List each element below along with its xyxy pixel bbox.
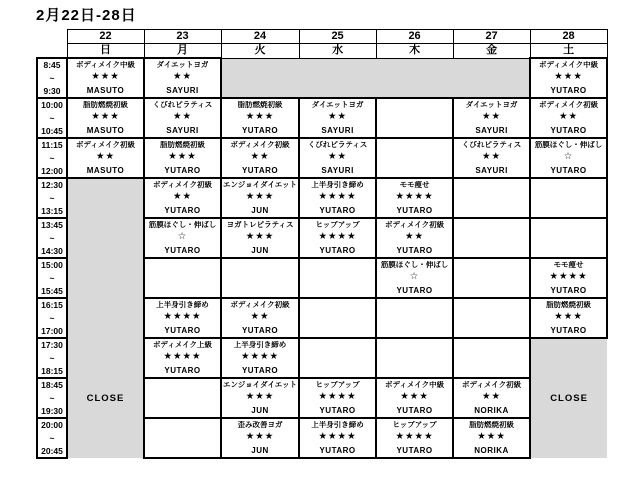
empty-cell	[376, 138, 453, 178]
empty-cell	[453, 218, 530, 258]
class-cell	[221, 178, 299, 218]
day-header: 日	[67, 44, 144, 59]
close-label: CLOSE	[86, 392, 125, 404]
class-cell	[144, 298, 221, 338]
class-name: ボディメイク初級	[75, 141, 136, 149]
class-name: ボディメイク上級	[152, 341, 213, 349]
empty-cell	[299, 298, 376, 338]
class-stars: ★★★★	[163, 311, 202, 323]
class-instructor: YUTARO	[164, 325, 201, 335]
class-cell	[221, 218, 299, 258]
class-instructor: YUTARO	[241, 165, 279, 175]
time-cell	[37, 138, 67, 178]
class-cell	[144, 58, 221, 98]
class-info	[454, 419, 529, 457]
class-instructor: YUTARO	[241, 325, 279, 335]
class-instructor: YUTARO	[164, 245, 201, 255]
class-name: ボディメイク中級	[75, 61, 136, 69]
time-end: 10:45	[41, 125, 63, 136]
empty-cell	[299, 258, 376, 298]
class-stars: ★★★★	[318, 431, 357, 443]
time-range	[38, 59, 66, 97]
class-instructor: JUN	[251, 205, 269, 215]
time-start: 15:00	[41, 260, 63, 270]
date-header: 26	[376, 30, 453, 44]
schedule-table	[36, 29, 608, 459]
class-instructor: YUTARO	[550, 325, 587, 335]
schedule-title: 2月22日-28日	[36, 7, 137, 24]
class-info	[68, 59, 143, 97]
class-name: 上半身引き締め	[311, 421, 364, 429]
class-instructor: SAYURI	[166, 85, 199, 95]
class-name: 歪み改善ヨガ	[237, 421, 283, 429]
time-cell	[37, 418, 67, 458]
class-instructor: YUTARO	[396, 205, 433, 215]
time-cell	[37, 338, 67, 378]
class-name: ダイエットヨガ	[156, 61, 209, 69]
class-cell	[221, 418, 299, 458]
class-stars: ★★	[172, 191, 193, 203]
class-name: 筋膜ほぐし・伸ばし	[148, 221, 217, 229]
class-info	[300, 99, 375, 137]
class-instructor: YUTARO	[396, 405, 433, 415]
day-header: 水	[299, 44, 376, 59]
class-stars: ★★★★	[318, 231, 357, 243]
closed-cell	[67, 178, 144, 458]
class-name: くびれピラティス	[307, 141, 368, 149]
class-cell	[453, 138, 530, 178]
class-instructor: JUN	[251, 245, 269, 255]
time-start: 13:45	[41, 220, 63, 230]
class-instructor: YUTARO	[550, 165, 587, 175]
class-instructor: YUTARO	[164, 365, 201, 375]
class-name: ボディメイク初級	[152, 181, 213, 189]
class-instructor: YUTARO	[241, 125, 279, 135]
class-stars: ★★	[250, 151, 270, 163]
class-info	[145, 99, 220, 137]
class-info	[531, 139, 606, 177]
closed-area	[531, 339, 607, 458]
class-info	[300, 139, 375, 177]
class-cell	[299, 218, 376, 258]
class-stars: ★★	[172, 71, 193, 83]
date-header: 23	[144, 30, 221, 44]
class-name: ヨガトレピラティス	[226, 221, 294, 229]
class-info	[377, 219, 452, 257]
class-name: ボディメイク初級	[462, 381, 522, 389]
class-instructor: YUTARO	[319, 405, 356, 415]
class-cell	[530, 98, 607, 138]
class-name: ボディメイク初級	[539, 101, 599, 109]
class-info	[454, 99, 529, 137]
class-instructor: SAYURI	[475, 125, 508, 135]
class-cell	[144, 178, 221, 218]
time-cell	[37, 98, 67, 138]
class-cell	[221, 298, 299, 338]
class-name: 脂肪燃焼初級	[83, 101, 128, 109]
empty-cell	[376, 98, 453, 138]
date-header: 28	[530, 30, 607, 44]
class-instructor: MASUTO	[86, 85, 125, 95]
time-separator: ~	[49, 152, 55, 163]
time-range	[38, 139, 66, 177]
class-instructor: NORIKA	[474, 445, 509, 455]
time-separator: ~	[49, 112, 55, 123]
class-name: ダイエットヨガ	[465, 101, 518, 109]
class-stars: ☆	[563, 151, 574, 163]
date-header: 27	[453, 30, 530, 44]
class-cell	[144, 98, 221, 138]
schedule-row	[37, 178, 607, 218]
class-info	[300, 219, 375, 257]
time-separator: ~	[49, 312, 55, 323]
class-stars: ★★	[95, 151, 116, 163]
class-cell	[376, 258, 453, 298]
class-cell	[453, 378, 530, 418]
class-cell	[299, 138, 376, 178]
class-cell	[376, 178, 453, 218]
class-instructor: MASUTO	[86, 165, 125, 175]
class-info	[68, 139, 143, 177]
time-separator: ~	[49, 72, 55, 83]
time-start: 12:30	[41, 180, 63, 190]
class-name: 脂肪燃焼初級	[546, 301, 592, 309]
class-instructor: YUTARO	[241, 365, 279, 375]
class-stars: ★★★	[245, 111, 275, 123]
empty-cell	[453, 258, 530, 298]
class-instructor: YUTARO	[396, 245, 433, 255]
closed-area	[68, 179, 143, 458]
time-end: 20:45	[41, 445, 63, 456]
time-cell	[37, 378, 67, 418]
time-start: 18:45	[41, 380, 63, 390]
class-name: ヒップアップ	[392, 421, 437, 429]
class-instructor: YUTARO	[319, 205, 356, 215]
class-info	[531, 259, 606, 297]
class-instructor: YUTARO	[319, 245, 356, 255]
class-instructor: YUTARO	[550, 285, 587, 295]
class-name: エンジョイダイエット	[223, 381, 298, 389]
class-stars: ★★★	[91, 71, 120, 83]
class-name: 上半身引き締め	[311, 181, 364, 189]
class-info	[531, 59, 606, 97]
schedule-header	[37, 30, 607, 59]
closed-cell	[530, 338, 607, 458]
class-stars: ★★★★	[549, 271, 588, 283]
class-instructor: YUTARO	[550, 85, 587, 95]
class-instructor: YUTARO	[319, 445, 356, 455]
time-start: 17:30	[41, 340, 63, 350]
class-name: 上半身引き締め	[233, 341, 287, 349]
class-info	[145, 339, 220, 377]
class-cell	[144, 138, 221, 178]
closed-cell	[221, 58, 530, 98]
class-info	[454, 379, 529, 417]
time-cell	[37, 58, 67, 98]
class-name: モモ痩せ	[399, 181, 430, 189]
class-name: ボディメイク中級	[385, 381, 445, 389]
corner-blank	[37, 44, 67, 59]
close-label: CLOSE	[550, 392, 588, 404]
class-name: 脂肪燃焼初級	[237, 101, 283, 109]
schedule-row	[37, 138, 607, 178]
class-info	[454, 139, 529, 177]
time-cell	[37, 298, 67, 338]
class-info	[222, 299, 298, 337]
time-range	[38, 219, 66, 257]
time-separator: ~	[49, 392, 55, 403]
class-name: エンジョイダイエット	[223, 181, 298, 189]
time-separator: ~	[49, 352, 55, 363]
empty-cell	[530, 218, 607, 258]
class-stars: ★★	[250, 311, 270, 323]
empty-cell	[221, 258, 299, 298]
time-end: 15:45	[41, 285, 63, 296]
class-name: 脂肪燃焼初級	[469, 421, 515, 429]
time-cell	[37, 258, 67, 298]
time-range	[38, 179, 66, 217]
class-stars: ★★	[328, 111, 348, 123]
empty-cell	[453, 338, 530, 378]
day-header: 金	[453, 44, 530, 59]
class-cell	[530, 298, 607, 338]
class-info	[68, 99, 143, 137]
class-info	[222, 99, 298, 137]
class-cell	[453, 418, 530, 458]
class-name: モモ痩せ	[553, 261, 584, 269]
class-info	[222, 419, 298, 457]
time-start: 11:15	[41, 140, 63, 150]
class-cell	[221, 338, 299, 378]
class-cell	[453, 98, 530, 138]
class-info	[377, 379, 452, 417]
day-header: 土	[530, 44, 607, 59]
empty-cell	[376, 338, 453, 378]
class-cell	[376, 418, 453, 458]
schedule-row	[37, 98, 607, 138]
class-stars: ★★★	[400, 391, 429, 403]
class-info	[531, 99, 606, 137]
class-instructor: YUTARO	[396, 285, 433, 295]
class-info	[145, 59, 220, 97]
class-info	[222, 179, 298, 217]
schedule-row	[37, 58, 607, 98]
class-info	[300, 179, 375, 217]
class-name: ボディメイク中級	[539, 61, 599, 69]
empty-cell	[376, 298, 453, 338]
class-cell	[67, 98, 144, 138]
class-stars: ☆	[409, 271, 420, 283]
class-name: ボディメイク初級	[230, 301, 290, 309]
class-info	[145, 179, 220, 217]
empty-cell	[530, 178, 607, 218]
class-stars: ★★★	[554, 311, 583, 323]
time-start: 20:00	[41, 420, 63, 430]
day-header: 火	[221, 44, 299, 59]
class-name: ヒップアップ	[315, 221, 360, 229]
time-end: 12:00	[41, 165, 63, 176]
empty-cell	[144, 418, 221, 458]
class-cell	[221, 98, 299, 138]
empty-cell	[144, 378, 221, 418]
time-range	[38, 99, 66, 137]
time-start: 10:00	[41, 100, 63, 110]
class-name: 脂肪燃焼初級	[160, 141, 205, 149]
class-name: 筋膜ほぐし・伸ばし	[534, 141, 603, 149]
class-info	[377, 259, 452, 297]
time-end: 9:30	[43, 85, 61, 96]
empty-cell	[453, 298, 530, 338]
class-info	[222, 379, 298, 417]
class-cell	[530, 58, 607, 98]
class-name: ダイエットヨガ	[311, 101, 364, 109]
time-end: 17:00	[41, 325, 63, 336]
class-instructor: YUTARO	[164, 165, 201, 175]
time-start: 16:15	[41, 300, 63, 310]
class-name: 上半身引き締め	[156, 301, 209, 309]
class-info	[222, 219, 298, 257]
class-cell	[530, 138, 607, 178]
class-stars: ★★	[482, 111, 502, 123]
class-instructor: JUN	[251, 405, 269, 415]
class-instructor: MASUTO	[86, 125, 125, 135]
class-stars: ★★★★	[395, 191, 434, 203]
schedule-body	[37, 58, 607, 458]
class-stars: ★★★	[554, 71, 583, 83]
class-instructor: JUN	[251, 445, 269, 455]
class-stars: ★★	[405, 231, 425, 243]
class-cell	[221, 378, 299, 418]
time-end: 13:15	[41, 205, 63, 216]
class-stars: ★★★★	[240, 351, 280, 363]
class-stars: ★★	[559, 111, 579, 123]
date-header: 24	[221, 30, 299, 44]
empty-cell	[453, 178, 530, 218]
class-stars: ★★★	[245, 191, 275, 203]
class-stars: ★★★	[477, 431, 506, 443]
time-range	[38, 419, 66, 457]
day-header: 月	[144, 44, 221, 59]
time-range	[38, 259, 66, 297]
date-header: 25	[299, 30, 376, 44]
class-instructor: YUTARO	[550, 125, 587, 135]
class-cell	[144, 218, 221, 258]
corner-blank	[37, 30, 67, 44]
date-header: 22	[67, 30, 144, 44]
class-instructor: YUTARO	[164, 205, 201, 215]
class-stars: ☆	[177, 231, 188, 243]
class-info	[145, 219, 220, 257]
class-cell	[299, 178, 376, 218]
class-info	[531, 299, 606, 337]
class-stars: ★★★	[245, 231, 275, 243]
class-name: くびれピラティス	[152, 101, 213, 109]
class-info	[300, 379, 375, 417]
class-instructor: SAYURI	[166, 125, 199, 135]
time-range	[38, 379, 66, 417]
time-range	[38, 299, 66, 337]
class-info	[300, 419, 375, 457]
class-stars: ★★	[172, 111, 193, 123]
class-instructor: SAYURI	[321, 125, 354, 135]
class-name: ヒップアップ	[315, 381, 360, 389]
class-stars: ★★★	[91, 111, 120, 123]
time-end: 18:15	[41, 365, 63, 376]
time-range	[38, 339, 66, 377]
class-cell	[376, 218, 453, 258]
class-info	[222, 139, 298, 177]
class-info	[377, 179, 452, 217]
class-stars: ★★★★	[318, 191, 357, 203]
class-stars: ★★★	[245, 431, 275, 443]
class-info	[377, 419, 452, 457]
class-stars: ★★	[328, 151, 348, 163]
class-name: ボディメイク初級	[385, 221, 445, 229]
class-info	[145, 299, 220, 337]
class-stars: ★★★★	[318, 391, 357, 403]
time-start: 8:45	[43, 60, 61, 70]
time-separator: ~	[49, 232, 55, 243]
class-cell	[144, 338, 221, 378]
class-name: 筋膜ほぐし・伸ばし	[380, 261, 449, 269]
header-date-row	[37, 30, 607, 44]
time-end: 19:30	[41, 405, 63, 416]
time-end: 14:30	[41, 245, 63, 256]
day-header: 木	[376, 44, 453, 59]
class-cell	[299, 98, 376, 138]
class-stars: ★★★	[168, 151, 197, 163]
class-cell	[376, 378, 453, 418]
time-cell	[37, 218, 67, 258]
class-instructor: NORIKA	[474, 405, 509, 415]
class-info	[145, 139, 220, 177]
class-name: くびれピラティス	[461, 141, 522, 149]
class-name: ボディメイク初級	[230, 141, 290, 149]
class-stars: ★★★	[245, 391, 275, 403]
time-separator: ~	[49, 192, 55, 203]
class-info	[222, 339, 298, 377]
class-instructor: SAYURI	[321, 165, 354, 175]
class-cell	[67, 58, 144, 98]
class-cell	[299, 418, 376, 458]
time-separator: ~	[49, 272, 55, 283]
time-cell	[37, 178, 67, 218]
empty-cell	[144, 258, 221, 298]
class-stars: ★★★★	[395, 431, 434, 443]
class-cell	[530, 258, 607, 298]
class-instructor: YUTARO	[396, 445, 433, 455]
class-cell	[67, 138, 144, 178]
class-stars: ★★	[482, 391, 502, 403]
time-separator: ~	[49, 432, 55, 443]
class-stars: ★★	[482, 151, 502, 163]
class-instructor: SAYURI	[475, 165, 508, 175]
class-stars: ★★★★	[163, 351, 202, 363]
class-cell	[299, 378, 376, 418]
header-day-row	[37, 44, 607, 59]
class-cell	[221, 138, 299, 178]
empty-cell	[299, 338, 376, 378]
